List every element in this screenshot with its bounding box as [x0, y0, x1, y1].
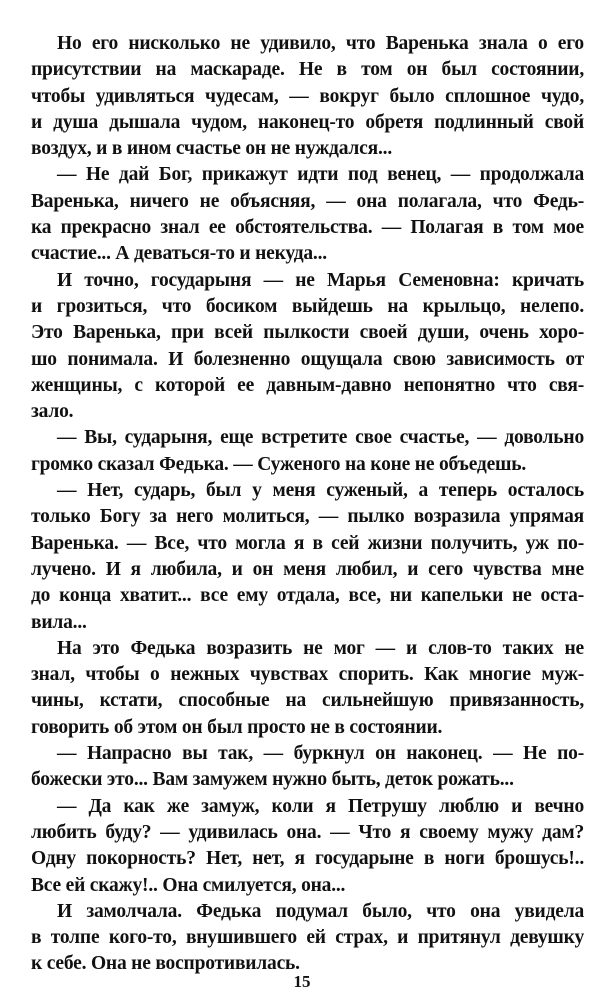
paragraph: [31, 741, 584, 794]
text-line: — Напрасно вы так, — буркнул он наконец. — Не по-: [57, 743, 584, 765]
text-line: — Вы, сударыня, еще встретите свое счастье, — довольно: [57, 427, 584, 449]
text-line: воздух, и в ином счастье он не нуждался...: [31, 138, 393, 160]
text-line: присутствии на маскараде. Не в том он был состоянии,: [31, 59, 584, 81]
text-line: вила...: [31, 611, 87, 633]
paragraph: [31, 162, 584, 267]
text-line: И точно, государыня — не Марья Семеновна: кричать: [57, 269, 584, 291]
text-line: счастие... А деваться-то и некуда...: [31, 243, 327, 265]
paragraph: [31, 31, 584, 162]
text-line: Одну покорность? Нет, нет, я государыне в ноги брошусь!..: [31, 848, 584, 870]
text-line: ка прекрасно знал ее обстоятельства. — Полагая в том мое: [31, 217, 584, 239]
text-line: до конца хватит... все ему отдала, все, ни капельки не оста-: [31, 585, 584, 607]
text-line: И замолчала. Федька подумал было, что она увидела: [57, 900, 584, 922]
paragraph: [31, 636, 584, 741]
text-line: — Не дай Бог, прикажут идти под венец, — продолжала: [57, 164, 584, 186]
text-line: — Да как же замуж, коли я Петрушу люблю и вечно: [57, 795, 584, 817]
paragraph: [31, 268, 584, 426]
paragraph: [31, 425, 584, 478]
text-line: говорить об этом он был просто не в состоянии.: [31, 716, 443, 738]
text-line: и душа дышала чудом, наконец-то обретя подлинный свой: [31, 111, 584, 133]
book-page-text: [31, 31, 584, 978]
page-number: 15: [293, 972, 311, 991]
text-line: Варенька. — Все, что могла я в сей жизни получить, уж по-: [31, 532, 584, 554]
text-line: Варенька, ничего не объясняя, — она полагала, что Федь-: [31, 190, 584, 212]
text-line: громко сказал Федька. — Суженого на коне не объедешь.: [31, 453, 527, 475]
text-line: — Нет, сударь, был у меня суженый, а теперь осталось: [57, 480, 584, 502]
text-line: чтобы удивляться чудесам, — вокруг было сплошное чудо,: [31, 85, 584, 107]
text-line: божески это... Вам замужем нужно быть, деток рожать...: [31, 769, 514, 791]
text-line: в толпе кого-то, внушившего ей страх, и притянул девушку: [31, 927, 584, 949]
text-line: лучено. И я любила, и он меня любил, и сего чувства мне: [31, 558, 584, 580]
text-line: Но его нисколько не удивило, что Варенька знала о его: [57, 33, 584, 54]
text-line: к себе. Она не воспротивилась.: [31, 953, 300, 975]
text-line: шо понимала. И болезненно ощущала свою зависимость от: [31, 348, 584, 370]
text-line: Все ей скажу!.. Она смилуется, она...: [31, 874, 346, 896]
paragraph: [31, 899, 584, 978]
text-line: На это Федька возразить не мог — и слов-то таких не: [57, 637, 584, 659]
paragraph: [31, 478, 584, 636]
text-line: женщины, с которой ее давным-давно непонятно что свя-: [31, 374, 584, 396]
paragraph: [31, 794, 584, 899]
text-line: только Богу за него молиться, — пылко возразила упрямая: [31, 506, 584, 528]
text-line: чины, кстати, способные на сильнейшую привязанность,: [31, 690, 584, 712]
text-line: знал, чтобы о нежных чувствах спорить. Как многие муж-: [31, 664, 584, 686]
text-line: Это Варенька, при всей пылкости своей души, очень хоро-: [31, 322, 584, 344]
text-line: и грозиться, что босиком выйдешь на крыльцо, нелепо.: [31, 295, 584, 317]
text-line: любить буду? — удивилась она. — Что я своему мужу дам?: [31, 821, 584, 843]
text-line: зало.: [31, 401, 74, 423]
